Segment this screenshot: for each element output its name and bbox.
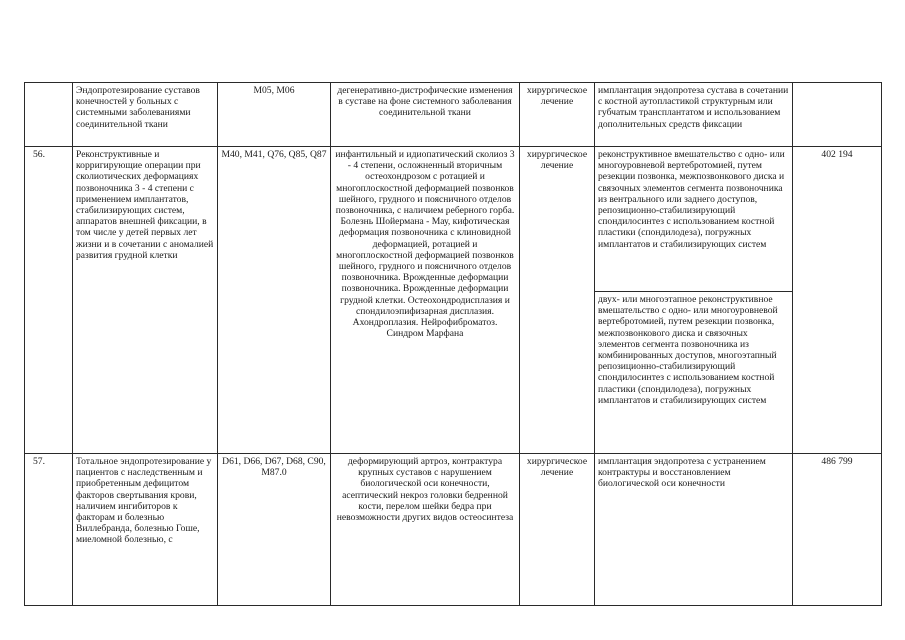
- treatment-method: имплантация эндопротеза сустава в сочетании с костной аутопластикой структурным или губчатым трансплантатом и использованием дополнительных средств фиксации: [595, 83, 793, 147]
- norm-cost: [793, 83, 882, 147]
- norm-cost: 402 194: [793, 147, 882, 454]
- diagnosis-model: инфантильный и идиопатический сколиоз 3 - 4 степени, осложненный вторичным остеохондрозом с ротацией и многоплоскостной деформацией позвонков шейного, грудного и поясничного отделов позвоночника, с наличием реберного горба. Болезнь Шойермана - Мау, кифотическая деформация позвоночника с клиновидной деформацией, ротацией и многоплоскостной деформацией позвонков шейного, грудного и поясничного отделов позвоночника. Врожденные деформации позвоночника. Врожденные деформации грудной клетки. Остеохондродисплазия и спондилоэпифизарная дисплазия. Ахондроплазия. Нейрофиброматоз. Синдром Марфана: [331, 147, 520, 454]
- medical-care-table: [24, 82, 882, 606]
- care-type-name: Тотальное эндопротезирование у пациентов с наследственным и приобретенным дефицитом факторов свертывания крови, наличием ингибиторов к факторам и болезнью Виллебранда, болезнью Гоше, миеломной болезнью, с: [73, 454, 218, 606]
- care-type-name: Эндопротезирование суставов конечностей у больных с системными заболеваниями соединительной ткани: [73, 83, 218, 147]
- diagnosis-model: дегенеративно-дистрофические изменения в суставе на фоне системного заболевания соединительной ткани: [331, 83, 520, 147]
- row-number: [25, 83, 73, 147]
- diagnosis-model: деформирующий артроз, контрактура крупных суставов с нарушением биологической оси конечности, асептический некроз головки бедренной кости, перелом шейки бедра при невозможности других видов остеосинтеза: [331, 454, 520, 606]
- row-number: 57.: [25, 454, 73, 606]
- treatment-type: хирургическое лечение: [520, 147, 595, 454]
- treatment-type: хирургическое лечение: [520, 454, 595, 606]
- treatment-method: имплантация эндопротеза с устранением контрактуры и восстановлением биологической оси конечности: [595, 454, 793, 606]
- icd-codes: M05, M06: [218, 83, 331, 147]
- treatment-method: двух- или многоэтапное реконструктивное вмешательство с одно- или многоуровневой вертебротомией, путем резекции позвонка, межпозвонкового диска и связочных элементов сегмента позвоночника из комбинированных доступов, многоэтапный репозиционно-стабилизирующий спондилосинтез с использованием костной пластики (спондилодеза), погружных имплантатов и стабилизирующих систем: [595, 291, 792, 406]
- row-number: 56.: [25, 147, 73, 454]
- norm-cost: 486 799: [793, 454, 882, 606]
- table-row: [25, 147, 882, 454]
- treatment-methods-cell: [595, 147, 793, 454]
- care-type-name: Реконструктивные и корригирующие операции при сколиотических деформациях позвоночника 3 - 4 степени с применением имплантатов, стабилизирующих систем, аппаратов внешней фиксации, в том числе у детей первых лет жизни и в сочетании с аномалией развития грудной клетки: [73, 147, 218, 454]
- icd-codes: D61, D66, D67, D68, C90, M87.0: [218, 454, 331, 606]
- treatment-method: реконструктивное вмешательство с одно- или многоуровневой вертебротомией, путем резекции позвонка, межпозвонкового диска и связочных элементов сегмента позвоночника из вентрального или заднего доступов, репозиционно-стабилизирующий спондилосинтез с использованием костной пластики (спондилодеза), погружных имплантатов и стабилизирующих систем: [598, 149, 785, 250]
- icd-codes: M40, M41, Q76, Q85, Q87: [218, 147, 331, 454]
- treatment-type: хирургическое лечение: [520, 83, 595, 147]
- table-row: [25, 454, 882, 606]
- table-row: [25, 83, 882, 147]
